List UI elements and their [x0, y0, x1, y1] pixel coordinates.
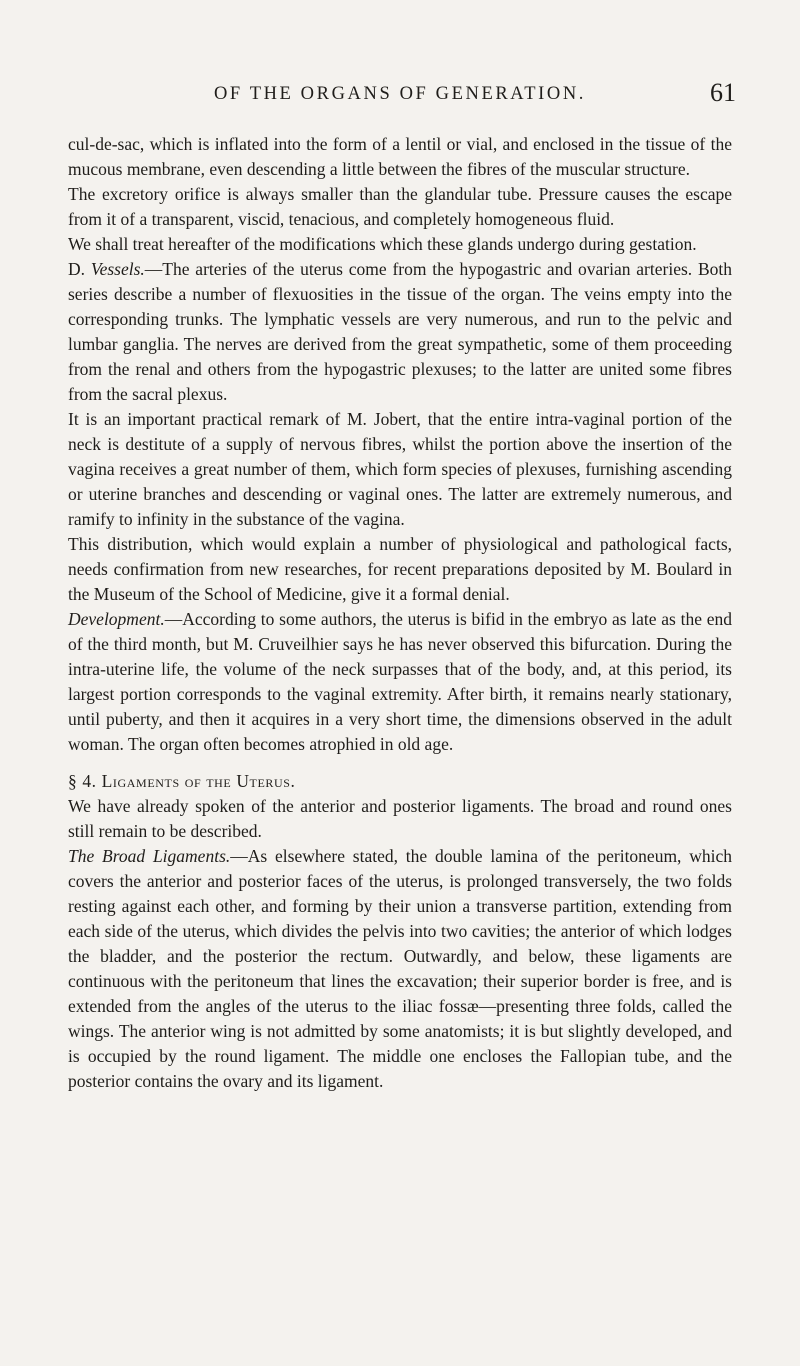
subsection-label: D. [68, 259, 86, 279]
running-head [66, 78, 736, 114]
page-number: 61 [710, 78, 736, 107]
body-text [68, 132, 732, 1094]
paragraph-ligaments-intro: We have already spoken of the anterior and posterior ligaments. The broad and round ones still remain to be described. [68, 796, 732, 841]
paragraph-distribution: This distribution, which would explain a number of physiological and pathological facts, needs confirmation from new researches, for recent preparations deposited by M. Boulard in the Museum of the School of Medicine, give it a formal denial. [68, 534, 732, 604]
paragraph-vessels-text: —The arteries of the uterus come from the hypogastric and ovarian arteries. Both series describe a number of flexuosities in the tissue of the organ. The veins empty into the corresponding trunks. The lymphatic vessels are very numerous, and run to the pelvic and lumbar ganglia. The nerves are derived from the great sympathetic, some of them proceeding from the renal and others from the hypogastric plexuses; to the latter are united some fibres from the sacral plexus. [68, 259, 732, 404]
paragraph-vessels [68, 257, 732, 407]
paragraph-development [68, 607, 732, 757]
paragraph-gestation-note: We shall treat hereafter of the modifications which these glands undergo during gestation. [68, 234, 697, 254]
subsection-heading-development: Development. [68, 609, 165, 629]
section-heading [68, 769, 732, 794]
paragraph-cul-de-sac: cul-de-sac, which is inflated into the form of a lentil or vial, and enclosed in the tissue of the mucous membrane, even descending a little between the fibres of the muscular structure. [68, 134, 732, 179]
running-head-title: OF THE ORGANS OF GENERATION. [213, 84, 587, 104]
subsection-heading-vessels: Vessels. [90, 259, 145, 279]
section-title: Ligaments of the Uterus. [101, 771, 296, 791]
paragraph-excretory-orifice: The excretory orifice is always smaller than the glandular tube. Pressure causes the escape from it of a transparent, viscid, tenacious, and completely homogeneous fluid. [68, 184, 732, 229]
subsection-heading-broad-ligaments: The Broad Ligaments. [68, 846, 231, 866]
section-number: § 4. [68, 771, 97, 791]
paragraph-jobert-remark: It is an important practical remark of M. Jobert, that the entire intra-vaginal portion of the neck is destitute of a supply of nervous fibres, whilst the portion above the insertion of the vagina receives a great number of them, which form species of plexuses, furnishing ascending or uterine branches and descending or vaginal ones. The latter are extremely numerous, and ramify to infinity in the substance of the vagina. [68, 409, 732, 529]
paragraph-broad-ligaments [68, 844, 732, 1094]
paragraph-development-text: —According to some authors, the uterus is bifid in the embryo as late as the end of the third month, but M. Cruveilhier says he has never observed this bifurcation. During the intra-uterine life, the volume of the neck surpasses that of the body, and, at this period, its largest portion corresponds to the vaginal extremity. After birth, it remains nearly stationary, until puberty, and then it acquires in a very short time, the dimensions observed in the adult woman. The organ often becomes atrophied in old age. [68, 609, 732, 754]
paragraph-broad-ligaments-text: —As elsewhere stated, the double lamina of the peritoneum, which covers the anterior and posterior faces of the uterus, is prolonged transversely, the two folds resting against each other, and forming by their union a transverse partition, extending from each side of the uterus, which divides the pelvis into two cavities; the anterior of which lodges the bladder, and the posterior the rectum. Outwardly, and below, these ligaments are continuous with the peritoneum that lines the excavation; their superior border is free, and is extended from the angles of the uterus to the iliac fossæ—presenting three folds, called the wings. The anterior wing is not admitted by some anatomists; it is but slightly developed, and is occupied by the round ligament. The middle one encloses the Fallopian tube, and the posterior contains the ovary and its ligament. [68, 846, 733, 1091]
